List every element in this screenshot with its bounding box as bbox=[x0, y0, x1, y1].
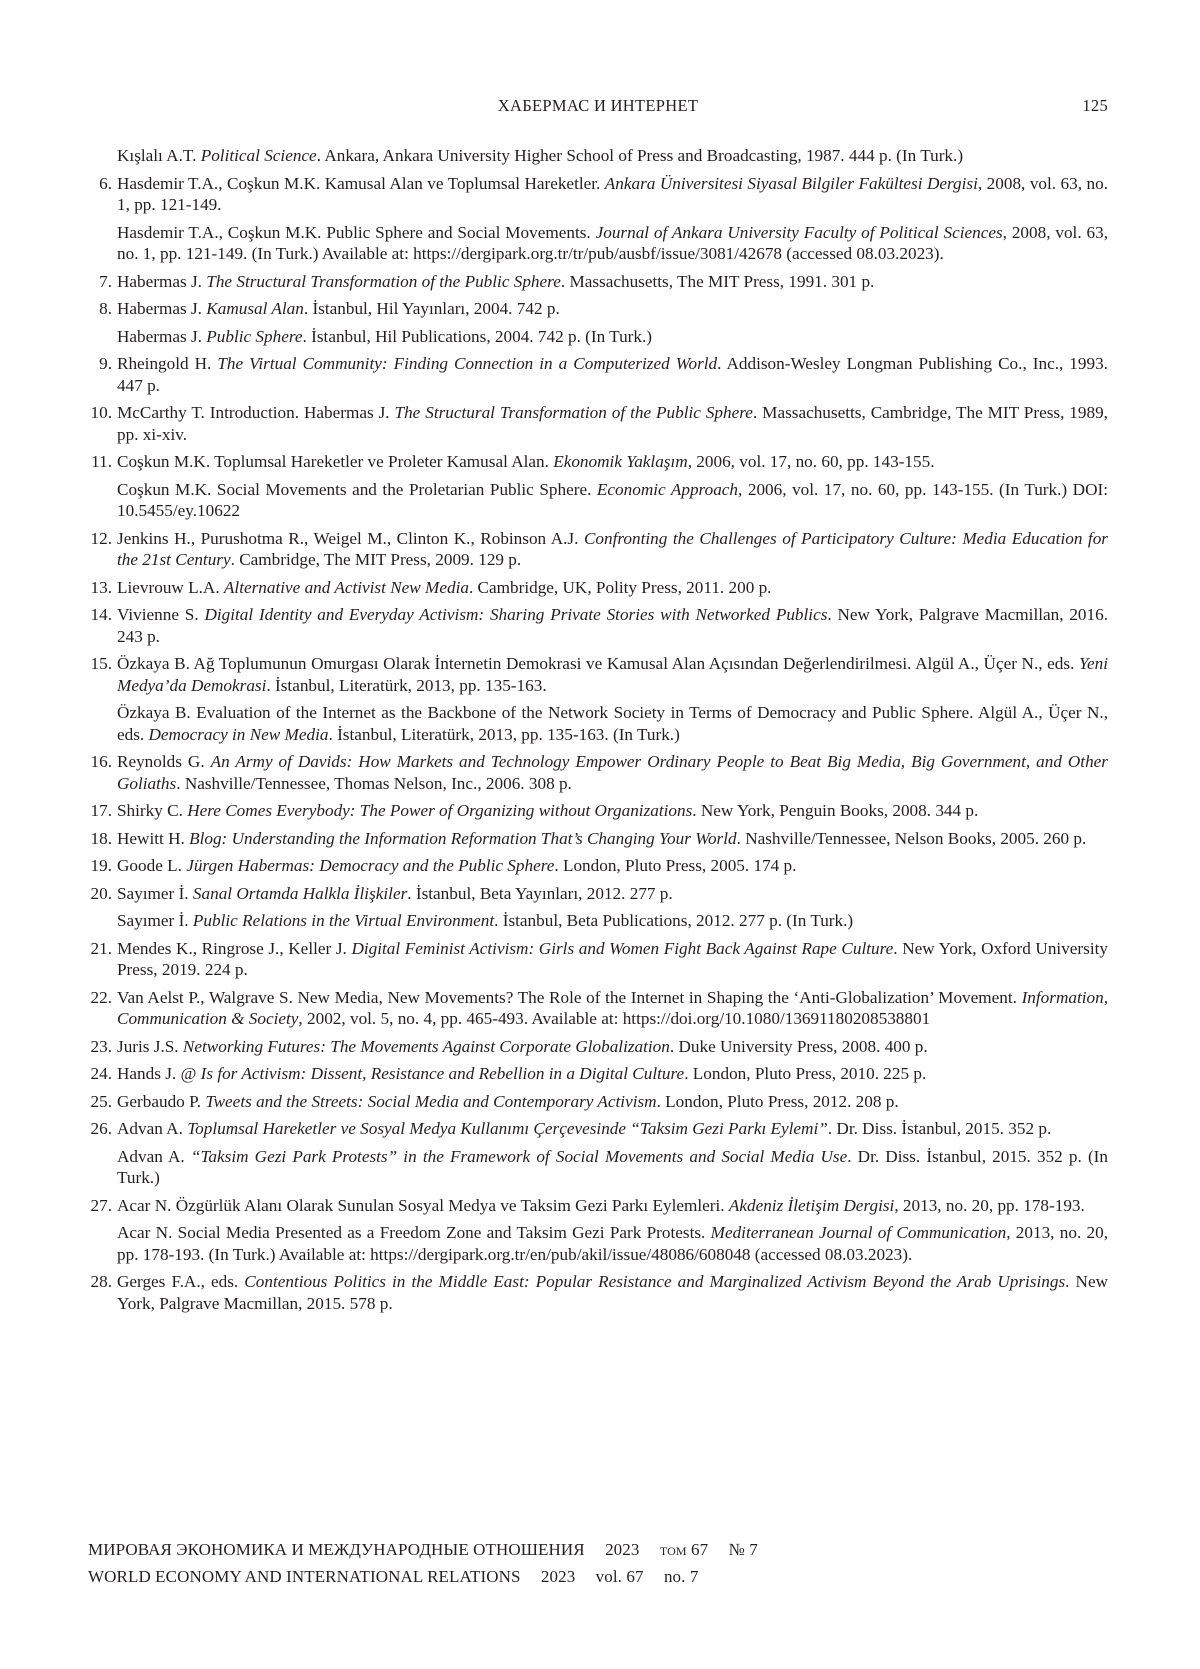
reference-title: An Army of Davids: How Markets and Technology Empower Ordinary People to Beat Big Media, Big Government, and Other Goliaths bbox=[117, 752, 1108, 793]
reference-item bbox=[88, 987, 1108, 1036]
reference-text: . Duke University Press, 2008. 400 p. bbox=[670, 1037, 928, 1056]
reference-text: Acar N. Özgürlük Alanı Olarak Sunulan Sosyal Medya ve Taksim Gezi Parkı Eylemleri. bbox=[117, 1196, 729, 1215]
reference-entry bbox=[117, 855, 1108, 877]
reference-item bbox=[88, 883, 1108, 938]
reference-entry bbox=[117, 1118, 1108, 1140]
reference-text: Habermas J. bbox=[117, 272, 206, 291]
reference-title: Yeni Medya’da Demokrasi bbox=[117, 654, 1108, 695]
reference-entry bbox=[117, 145, 1108, 167]
reference-title: Alternative and Activist New Media bbox=[224, 578, 469, 597]
reference-title: Digital Feminist Activism: Girls and Women Fight Back Against Rape Culture bbox=[351, 939, 893, 958]
reference-number: 25. bbox=[88, 1091, 117, 1119]
reference-title: Economic Approach bbox=[597, 480, 738, 499]
reference-text: . Massachusetts, The MIT Press, 1991. 301 p. bbox=[561, 272, 875, 291]
reference-number: 7. bbox=[88, 271, 117, 299]
reference-title: Confronting the Challenges of Participatory Culture: Media Education for the 21st Century bbox=[117, 529, 1108, 570]
reference-item bbox=[88, 1195, 1108, 1272]
reference-text: Kışlalı A.T. bbox=[117, 146, 201, 165]
reference-entry bbox=[117, 1195, 1108, 1217]
reference-text: , 2013, no. 20, pp. 178-193. (In Turk.) Available at: https://dergipark.org.tr/en/pub/akil/issue/48086/608048 (accessed 08.03.2023). bbox=[117, 1223, 1108, 1264]
reference-number: 16. bbox=[88, 751, 117, 800]
reference-text: Gerges F.A., eds. bbox=[117, 1272, 244, 1291]
reference-text: , 2008, vol. 63, no. 1, pp. 121-149. bbox=[117, 174, 1108, 215]
reference-text: . Massachusetts, Cambridge, The MIT Press, 1989, pp. xi-xiv. bbox=[117, 403, 1108, 444]
reference-number: 22. bbox=[88, 987, 117, 1036]
reference-entry bbox=[117, 222, 1108, 265]
reference-text: . Ankara, Ankara University Higher School of Press and Broadcasting, 1987. 444 p. (In Turk.) bbox=[317, 146, 963, 165]
reference-entry bbox=[117, 1063, 1108, 1085]
reference-entry bbox=[117, 604, 1108, 647]
reference-text: Gerbaudo P. bbox=[117, 1092, 205, 1111]
reference-text: . Nashville/Tennessee, Nelson Books, 2005. 260 p. bbox=[737, 829, 1087, 848]
reference-title: Toplumsal Hareketler ve Sosyal Medya Kullanımı Çerçevesinde “Taksim Gezi Parkı Eylemi” bbox=[187, 1119, 828, 1138]
footer-line-ru bbox=[88, 1536, 1108, 1563]
reference-entry bbox=[117, 353, 1108, 396]
reference-text: . İstanbul, Literatürk, 2013, pp. 135-163. bbox=[266, 676, 546, 695]
reference-entry bbox=[117, 479, 1108, 522]
reference-number: 13. bbox=[88, 577, 117, 605]
reference-text: . İstanbul, Beta Publications, 2012. 277 p. (In Turk.) bbox=[494, 911, 853, 930]
reference-item bbox=[88, 402, 1108, 451]
reference-text: , 2008, vol. 63, no. 1, pp. 121-149. (In Turk.) Available at: https://dergipark.org.tr/tr/pub/ausbf/issue/3081/42678 (accessed 08.03.2023). bbox=[117, 223, 1108, 264]
reference-text: Jenkins H., Purushotma R., Weigel M., Clinton K., Robinson A.J. bbox=[117, 529, 584, 548]
reference-item bbox=[88, 800, 1108, 828]
reference-text: McCarthy T. Introduction. Habermas J. bbox=[117, 403, 395, 422]
reference-item bbox=[88, 528, 1108, 577]
reference-text: Advan A. bbox=[117, 1119, 187, 1138]
reference-text: . Dr. Diss. İstanbul, 2015. 352 p. (In Turk.) bbox=[117, 1147, 1108, 1188]
reference-text: . London, Pluto Press, 2010. 225 p. bbox=[684, 1064, 926, 1083]
reference-number: 24. bbox=[88, 1063, 117, 1091]
reference-text: Özkaya B. Ağ Toplumunun Omurgası Olarak İnternetin Demokrasi ve Kamusal Alan Açısından Değerlendirilmesi. Algül A., Üçer N., eds. bbox=[117, 654, 1079, 673]
reference-text: . New York, Palgrave Macmillan, 2015. 578 p. bbox=[117, 1272, 1108, 1313]
reference-text: Hewitt H. bbox=[117, 829, 189, 848]
reference-text: Hands J. bbox=[117, 1064, 181, 1083]
reference-entry bbox=[117, 938, 1108, 981]
reference-entry bbox=[117, 751, 1108, 794]
reference-text: . İstanbul, Hil Yayınları, 2004. 742 p. bbox=[304, 299, 560, 318]
footer-issue-en: no. 7 bbox=[664, 1567, 699, 1586]
reference-entry bbox=[117, 653, 1108, 696]
reference-text: Acar N. Social Media Presented as a Freedom Zone and Taksim Gezi Park Protests. bbox=[117, 1223, 711, 1242]
reference-entry bbox=[117, 702, 1108, 745]
reference-entry bbox=[117, 402, 1108, 445]
reference-text: Advan A. bbox=[117, 1147, 191, 1166]
reference-title: Akdeniz İletişim Dergisi bbox=[729, 1196, 894, 1215]
reference-item bbox=[88, 1063, 1108, 1091]
reference-text: . İstanbul, Beta Yayınları, 2012. 277 p. bbox=[407, 884, 672, 903]
reference-item bbox=[88, 173, 1108, 271]
reference-text: Mendes K., Ringrose J., Keller J. bbox=[117, 939, 351, 958]
reference-list bbox=[88, 145, 1108, 1320]
reference-title: The Virtual Community: Finding Connection in a Computerized World bbox=[217, 354, 717, 373]
reference-text: Hasdemir T.A., Coşkun M.K. Kamusal Alan ve Toplumsal Hareketler. bbox=[117, 174, 605, 193]
reference-text: Vivienne S. bbox=[117, 605, 204, 624]
reference-title: “Taksim Gezi Park Protests” in the Framework of Social Movements and Social Media Use bbox=[191, 1147, 847, 1166]
reference-item bbox=[88, 1036, 1108, 1064]
reference-item bbox=[88, 298, 1108, 353]
reference-entry bbox=[117, 987, 1108, 1030]
reference-item bbox=[88, 1091, 1108, 1119]
reference-title: Democracy in New Media bbox=[149, 725, 329, 744]
reference-entry bbox=[117, 298, 1108, 320]
reference-title: Information, Communication & Society bbox=[117, 988, 1108, 1029]
reference-entry bbox=[117, 1222, 1108, 1265]
reference-text: . New York, Oxford University Press, 2019. 224 p. bbox=[117, 939, 1108, 980]
reference-title: Political Science bbox=[201, 146, 317, 165]
footer-line-en bbox=[88, 1563, 1108, 1590]
reference-title: The Structural Transformation of the Public Sphere bbox=[206, 272, 561, 291]
reference-number: 26. bbox=[88, 1118, 117, 1195]
reference-text: . London, Pluto Press, 2005. 174 p. bbox=[554, 856, 796, 875]
reference-title: Contentious Politics in the Middle East: Popular Resistance and Marginalized Activism Beyond the Arab Uprisings bbox=[244, 1272, 1065, 1291]
reference-title: The Structural Transformation of the Public Sphere bbox=[395, 403, 753, 422]
reference-text: . London, Pluto Press, 2012. 208 p. bbox=[657, 1092, 899, 1111]
reference-number: 9. bbox=[88, 353, 117, 402]
reference-item bbox=[88, 577, 1108, 605]
reference-text: Coşkun M.K. Social Movements and the Proletarian Public Sphere. bbox=[117, 480, 597, 499]
reference-entry bbox=[117, 883, 1108, 905]
reference-number: 18. bbox=[88, 828, 117, 856]
reference-text: . İstanbul, Literatürk, 2013, pp. 135-163. (In Turk.) bbox=[328, 725, 679, 744]
reference-entry bbox=[117, 1036, 1108, 1058]
reference-number: 10. bbox=[88, 402, 117, 451]
reference-text: . İstanbul, Hil Publications, 2004. 742 p. (In Turk.) bbox=[303, 327, 652, 346]
reference-number: 19. bbox=[88, 855, 117, 883]
reference-text: Van Aelst P., Walgrave S. New Media, New Movements? The Role of the Internet in Shaping the ‘Anti-Globalization’ Movement. bbox=[117, 988, 1022, 1007]
reference-number: 23. bbox=[88, 1036, 117, 1064]
reference-title: Sanal Ortamda Halkla İlişkiler bbox=[193, 884, 407, 903]
running-title: ХАБЕРМАС И ИНТЕРНЕТ bbox=[88, 96, 1108, 116]
reference-entry bbox=[117, 910, 1108, 932]
reference-title: Public Sphere bbox=[206, 327, 302, 346]
reference-number: 17. bbox=[88, 800, 117, 828]
reference-title: Jürgen Habermas: Democracy and the Public Sphere bbox=[186, 856, 554, 875]
footer-volume-en: vol. 67 bbox=[596, 1567, 644, 1586]
reference-item bbox=[88, 604, 1108, 653]
reference-text: Juris J.S. bbox=[117, 1037, 183, 1056]
reference-entry bbox=[117, 828, 1108, 850]
reference-number bbox=[88, 145, 117, 173]
reference-entry bbox=[117, 1271, 1108, 1314]
reference-title: @ Is for Activism: Dissent, Resistance and Rebellion in a Digital Culture bbox=[181, 1064, 685, 1083]
reference-text: , 2006, vol. 17, no. 60, pp. 143-155. bbox=[688, 452, 935, 471]
reference-text: Hasdemir T.A., Coşkun M.K. Public Sphere and Social Movements. bbox=[117, 223, 596, 242]
reference-title: Mediterranean Journal of Communication bbox=[711, 1223, 1007, 1242]
reference-number: 11. bbox=[88, 451, 117, 528]
reference-text: Sayımer İ. bbox=[117, 911, 193, 930]
reference-title: Kamusal Alan bbox=[206, 299, 304, 318]
reference-entry bbox=[117, 173, 1108, 216]
reference-item bbox=[88, 353, 1108, 402]
reference-text: Reynolds G. bbox=[117, 752, 211, 771]
reference-text: , 2006, vol. 17, no. 60, pp. 143-155. (In Turk.) DOI: 10.5455/ey.10622 bbox=[117, 480, 1108, 521]
reference-number: 8. bbox=[88, 298, 117, 353]
reference-entry bbox=[117, 326, 1108, 348]
reference-title: Blog: Understanding the Information Reformation That’s Changing Your World bbox=[189, 829, 737, 848]
reference-text: Habermas J. bbox=[117, 327, 206, 346]
reference-entry bbox=[117, 451, 1108, 473]
reference-text: . New York, Penguin Books, 2008. 344 p. bbox=[692, 801, 978, 820]
reference-item bbox=[88, 855, 1108, 883]
reference-text: Sayımer İ. bbox=[117, 884, 193, 903]
footer-year-en: 2023 bbox=[541, 1567, 575, 1586]
reference-item bbox=[88, 451, 1108, 528]
reference-text: Habermas J. bbox=[117, 299, 206, 318]
reference-item bbox=[88, 1118, 1108, 1195]
reference-text: . New York, Palgrave Macmillan, 2016. 243 p. bbox=[117, 605, 1108, 646]
reference-entry bbox=[117, 800, 1108, 822]
reference-text: . Addison-Wesley Longman Publishing Co., Inc., 1993. 447 p. bbox=[117, 354, 1108, 395]
reference-item bbox=[88, 653, 1108, 751]
reference-text: Rheingold H. bbox=[117, 354, 217, 373]
footer-journal-en: WORLD ECONOMY AND INTERNATIONAL RELATIONS bbox=[88, 1567, 521, 1586]
reference-title: Public Relations in the Virtual Environment bbox=[193, 911, 494, 930]
reference-entry bbox=[117, 577, 1108, 599]
footer-issue-ru: № 7 bbox=[729, 1540, 758, 1559]
reference-title: Ekonomik Yaklaşım bbox=[553, 452, 687, 471]
reference-entry bbox=[117, 528, 1108, 571]
reference-text: . Nashville/Tennessee, Thomas Nelson, Inc., 2006. 308 p. bbox=[176, 774, 572, 793]
reference-number: 27. bbox=[88, 1195, 117, 1272]
reference-number: 28. bbox=[88, 1271, 117, 1320]
reference-title: Digital Identity and Everyday Activism: Sharing Private Stories with Networked Publics bbox=[204, 605, 827, 624]
footer-journal-ru: МИРОВАЯ ЭКОНОМИКА И МЕЖДУНАРОДНЫЕ ОТНОШЕНИЯ bbox=[88, 1540, 585, 1559]
reference-title: Here Comes Everybody: The Power of Organizing without Organizations bbox=[187, 801, 692, 820]
reference-title: Tweets and the Streets: Social Media and Contemporary Activism bbox=[205, 1092, 656, 1111]
reference-text: . Cambridge, The MIT Press, 2009. 129 p. bbox=[231, 550, 522, 569]
reference-number: 20. bbox=[88, 883, 117, 938]
page-number: 125 bbox=[1082, 96, 1108, 116]
reference-number: 21. bbox=[88, 938, 117, 987]
footer-year-ru: 2023 bbox=[605, 1540, 639, 1559]
reference-text: , 2013, no. 20, pp. 178-193. bbox=[894, 1196, 1085, 1215]
reference-entry bbox=[117, 271, 1108, 293]
reference-title: Journal of Ankara University Faculty of Political Sciences bbox=[596, 223, 1003, 242]
footer-volume-ru: том 67 bbox=[660, 1540, 708, 1559]
reference-item bbox=[88, 938, 1108, 987]
reference-entry bbox=[117, 1091, 1108, 1113]
reference-item bbox=[88, 828, 1108, 856]
reference-title: Ankara Üniversitesi Siyasal Bilgiler Fakültesi Dergisi bbox=[605, 174, 978, 193]
reference-text: Coşkun M.K. Toplumsal Hareketler ve Proleter Kamusal Alan. bbox=[117, 452, 553, 471]
journal-page bbox=[0, 0, 1200, 1669]
reference-item bbox=[88, 751, 1108, 800]
reference-item bbox=[88, 1271, 1108, 1320]
reference-number: 12. bbox=[88, 528, 117, 577]
reference-entry bbox=[117, 1146, 1108, 1189]
journal-footer bbox=[88, 1536, 1108, 1590]
reference-number: 14. bbox=[88, 604, 117, 653]
reference-text: Lievrouw L.A. bbox=[117, 578, 224, 597]
reference-item bbox=[88, 145, 1108, 173]
reference-text: Goode L. bbox=[117, 856, 186, 875]
reference-text: Shirky C. bbox=[117, 801, 187, 820]
reference-title: Networking Futures: The Movements Against Corporate Globalization bbox=[183, 1037, 670, 1056]
reference-number: 6. bbox=[88, 173, 117, 271]
reference-item bbox=[88, 271, 1108, 299]
reference-text: . Dr. Diss. İstanbul, 2015. 352 p. bbox=[828, 1119, 1051, 1138]
reference-text: . Cambridge, UK, Polity Press, 2011. 200 p. bbox=[469, 578, 772, 597]
reference-number: 15. bbox=[88, 653, 117, 751]
reference-text: Özkaya B. Evaluation of the Internet as the Backbone of the Network Society in Terms of Democracy and Public Sphere. Algül A., Üçer N., eds. bbox=[117, 703, 1108, 744]
reference-text: , 2002, vol. 5, no. 4, pp. 465-493. Available at: https://doi.org/10.1080/13691180208538801 bbox=[298, 1009, 930, 1028]
